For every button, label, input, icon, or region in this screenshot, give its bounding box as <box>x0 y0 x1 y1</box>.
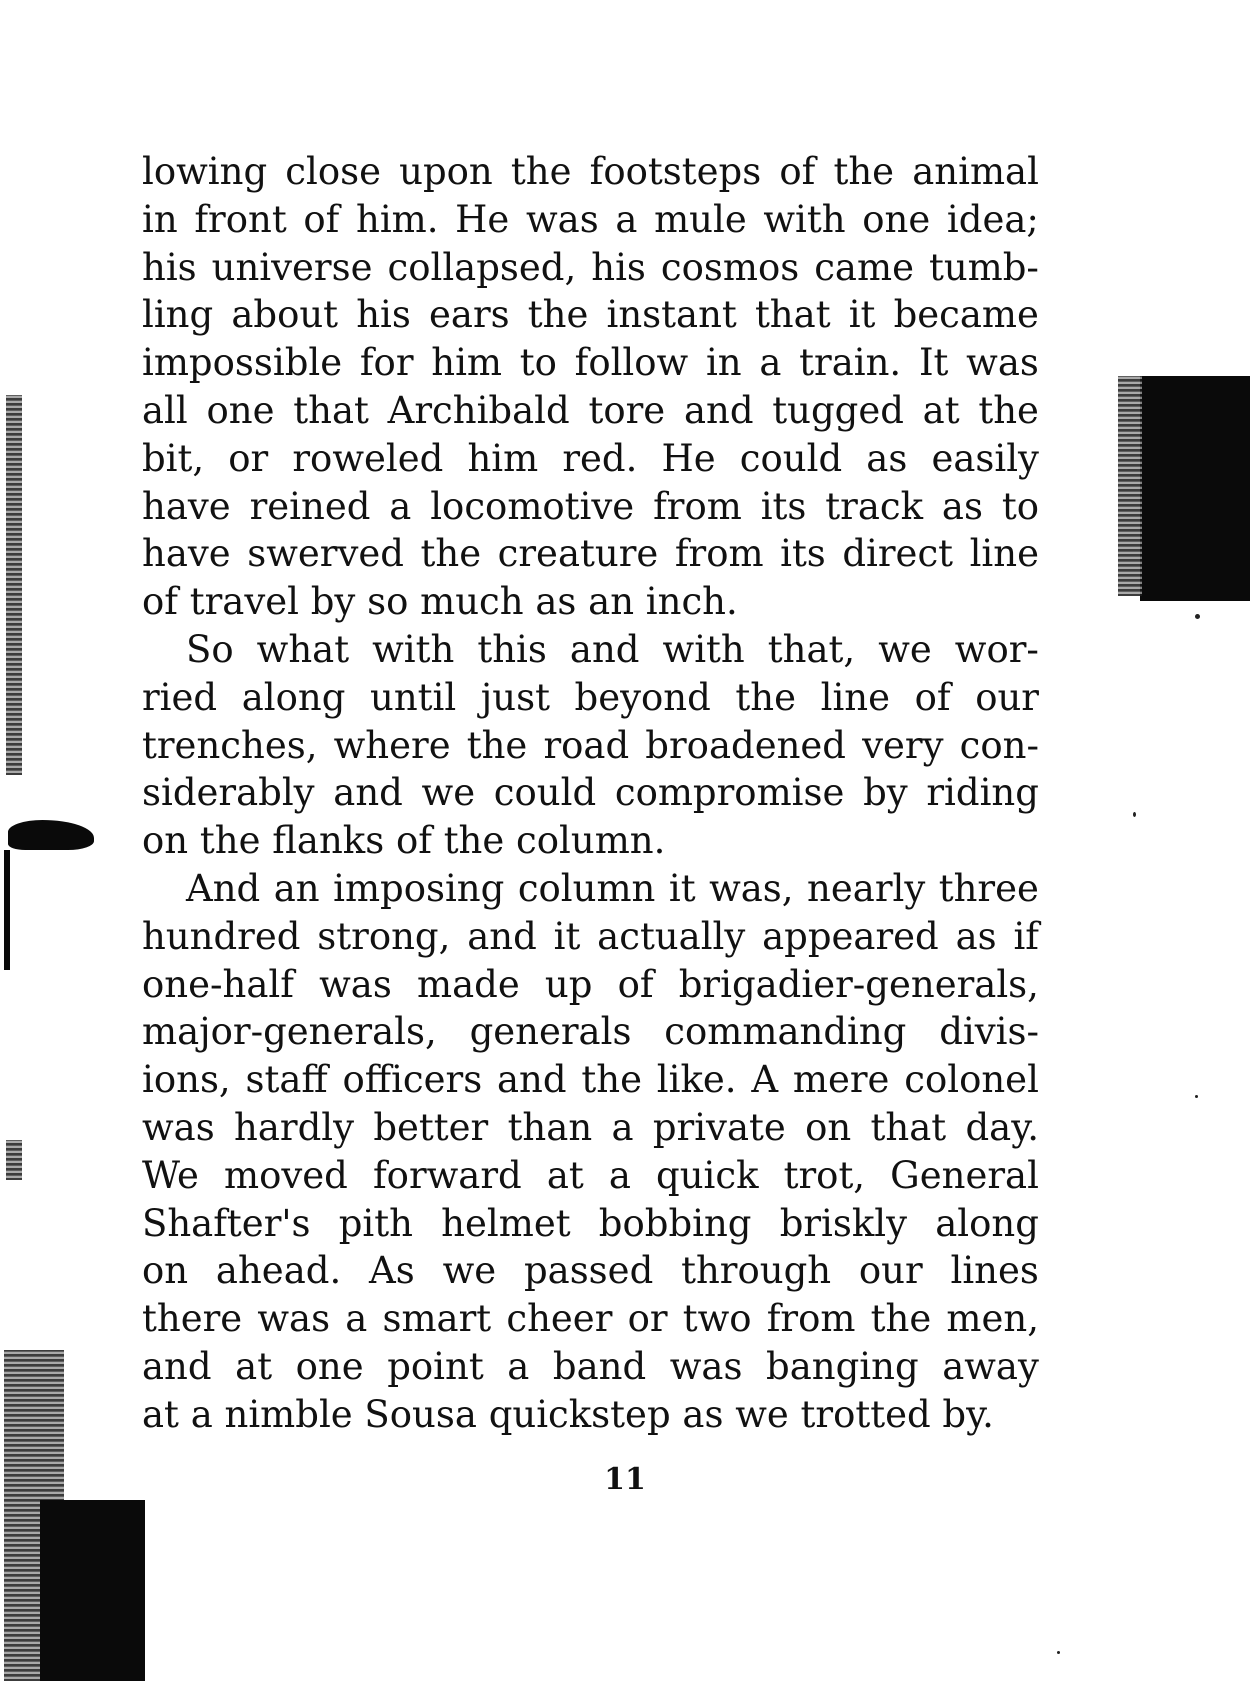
left-scan-block <box>40 1500 145 1681</box>
text-line: at a nimble Sousa quickstep as we trotted by. <box>142 1392 994 1436</box>
speck <box>1195 1095 1198 1098</box>
text-line: major-generals, generals commanding divis- <box>142 1010 1039 1054</box>
page-body-text <box>142 148 1039 1439</box>
text-line: was hardly better than a private on that day. <box>142 1105 1039 1149</box>
text-line: lowing close upon the footsteps of the animal <box>142 150 1039 193</box>
left-scan-edge-upper <box>6 395 22 775</box>
text-line: have reined a locomotive from its track as to <box>142 484 1039 528</box>
speck <box>1195 614 1200 619</box>
left-scan-mark <box>8 820 94 850</box>
text-line: of travel by so much as an inch. <box>142 580 738 624</box>
text-line: impossible for him to follow in a train. It was <box>142 341 1039 385</box>
text-line: siderably and we could compromise by riding <box>142 771 1039 815</box>
text-line: have swerved the creature from its direct line <box>142 532 1039 576</box>
speck <box>1133 812 1136 817</box>
paragraph <box>142 148 1039 626</box>
text-line: and at one point a band was banging away <box>142 1344 1039 1388</box>
paragraph <box>142 865 1039 1439</box>
text-line: hundred strong, and it actually appeared as if <box>142 914 1039 958</box>
right-scan-edge <box>1118 376 1142 596</box>
text-line: there was a smart cheer or two from the men, <box>142 1297 1039 1341</box>
text-line: ions, staff officers and the like. A mere colonel <box>142 1058 1039 1102</box>
page-number: 11 <box>604 1462 646 1497</box>
text-line: We moved forward at a quick trot, General <box>142 1153 1039 1197</box>
right-scan-block <box>1140 376 1250 601</box>
text-line: So what with this and with that, we wor- <box>186 627 1039 671</box>
text-line: bit, or roweled him red. He could as easily <box>142 436 1039 480</box>
text-line: on ahead. As we passed through our lines <box>142 1249 1039 1293</box>
text-line: his universe collapsed, his cosmos came tumb- <box>142 245 1039 289</box>
text-line: all one that Archibald tore and tugged at the <box>142 388 1039 432</box>
text-line: ried along until just beyond the line of our <box>142 675 1039 719</box>
text-line: Shafter's pith helmet bobbing briskly along <box>142 1201 1039 1245</box>
text-line: And an imposing column it was, nearly three <box>186 866 1039 910</box>
left-scan-hook <box>4 850 10 970</box>
speck <box>1057 1651 1060 1654</box>
text-line: in front of him. He was a mule with one idea; <box>142 197 1039 241</box>
left-scan-edge-small <box>6 1140 22 1180</box>
paragraph <box>142 626 1039 865</box>
text-line: on the flanks of the column. <box>142 819 666 863</box>
text-line: one-half was made up of brigadier-generals, <box>142 962 1039 1006</box>
text-line: trenches, where the road broadened very con- <box>142 723 1039 767</box>
text-line: ling about his ears the instant that it became <box>142 293 1039 337</box>
